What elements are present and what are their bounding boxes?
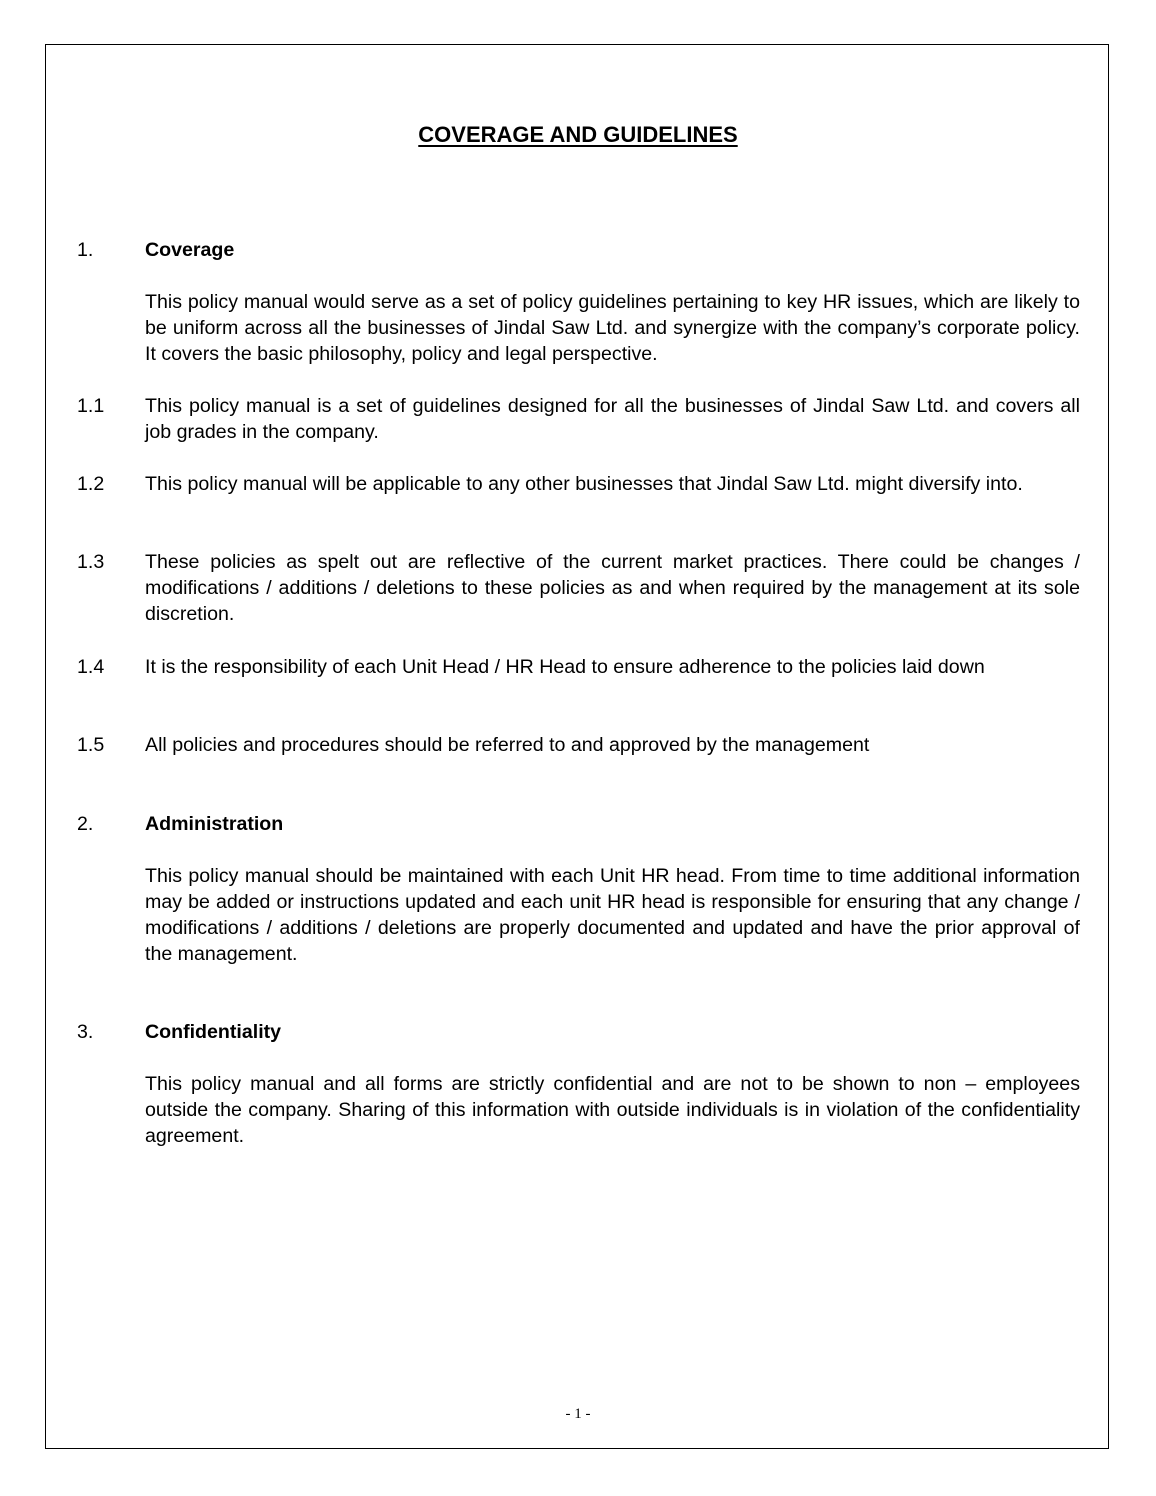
- paragraph-text: This policy manual should be maintained with each Unit HR head. From time to time additional information may be added or instructions updated and each unit HR head is responsible for ensuring that any change / modifications / additions / deletions are properly documented and updated and have the prior approval of the management.: [145, 865, 1080, 965]
- clause-number: 1.3: [77, 551, 105, 573]
- clause-number: 1.5: [77, 734, 105, 756]
- paragraph-text: This policy manual and all forms are strictly confidential and are not to be shown to non – employees outside the company. Sharing of this information with outside individuals is in violation of the confidentiality agreement.: [145, 1073, 1080, 1147]
- clause-number: 1.1: [77, 395, 105, 417]
- section-number: 2.: [77, 813, 94, 835]
- section-heading-text: Coverage: [145, 239, 235, 261]
- clause-text: This policy manual will be applicable to any other businesses that Jindal Saw Ltd. might diversify into.: [145, 473, 1023, 495]
- clause-text: This policy manual is a set of guidelines designed for all the businesses of Jindal Saw Ltd. and covers all job grades in the company.: [145, 395, 1080, 443]
- page-title: COVERAGE AND GUIDELINES: [418, 122, 738, 147]
- section-heading-text: Administration: [145, 813, 284, 835]
- page-number: - 1 -: [565, 1406, 591, 1422]
- section-heading-text: Confidentiality: [145, 1021, 282, 1043]
- clause-number: 1.2: [77, 473, 105, 495]
- section-number: 1.: [77, 239, 94, 261]
- clause-text: All policies and procedures should be referred to and approved by the management: [145, 734, 870, 756]
- clause-text: It is the responsibility of each Unit Head / HR Head to ensure adherence to the policies laid down: [145, 656, 985, 678]
- section-number: 3.: [77, 1021, 94, 1043]
- clause-number: 1.4: [77, 656, 105, 678]
- clause-text: These policies as spelt out are reflective of the current market practices. There could be changes / modifications / additions / deletions to these policies as and when required by the management at its sole discretion.: [145, 551, 1080, 625]
- paragraph-text: This policy manual would serve as a set of policy guidelines pertaining to key HR issues, which are likely to be uniform across all the businesses of Jindal Saw Ltd. and synergize with the company’s corporate policy. It covers the basic philosophy, policy and legal perspective.: [145, 291, 1080, 365]
